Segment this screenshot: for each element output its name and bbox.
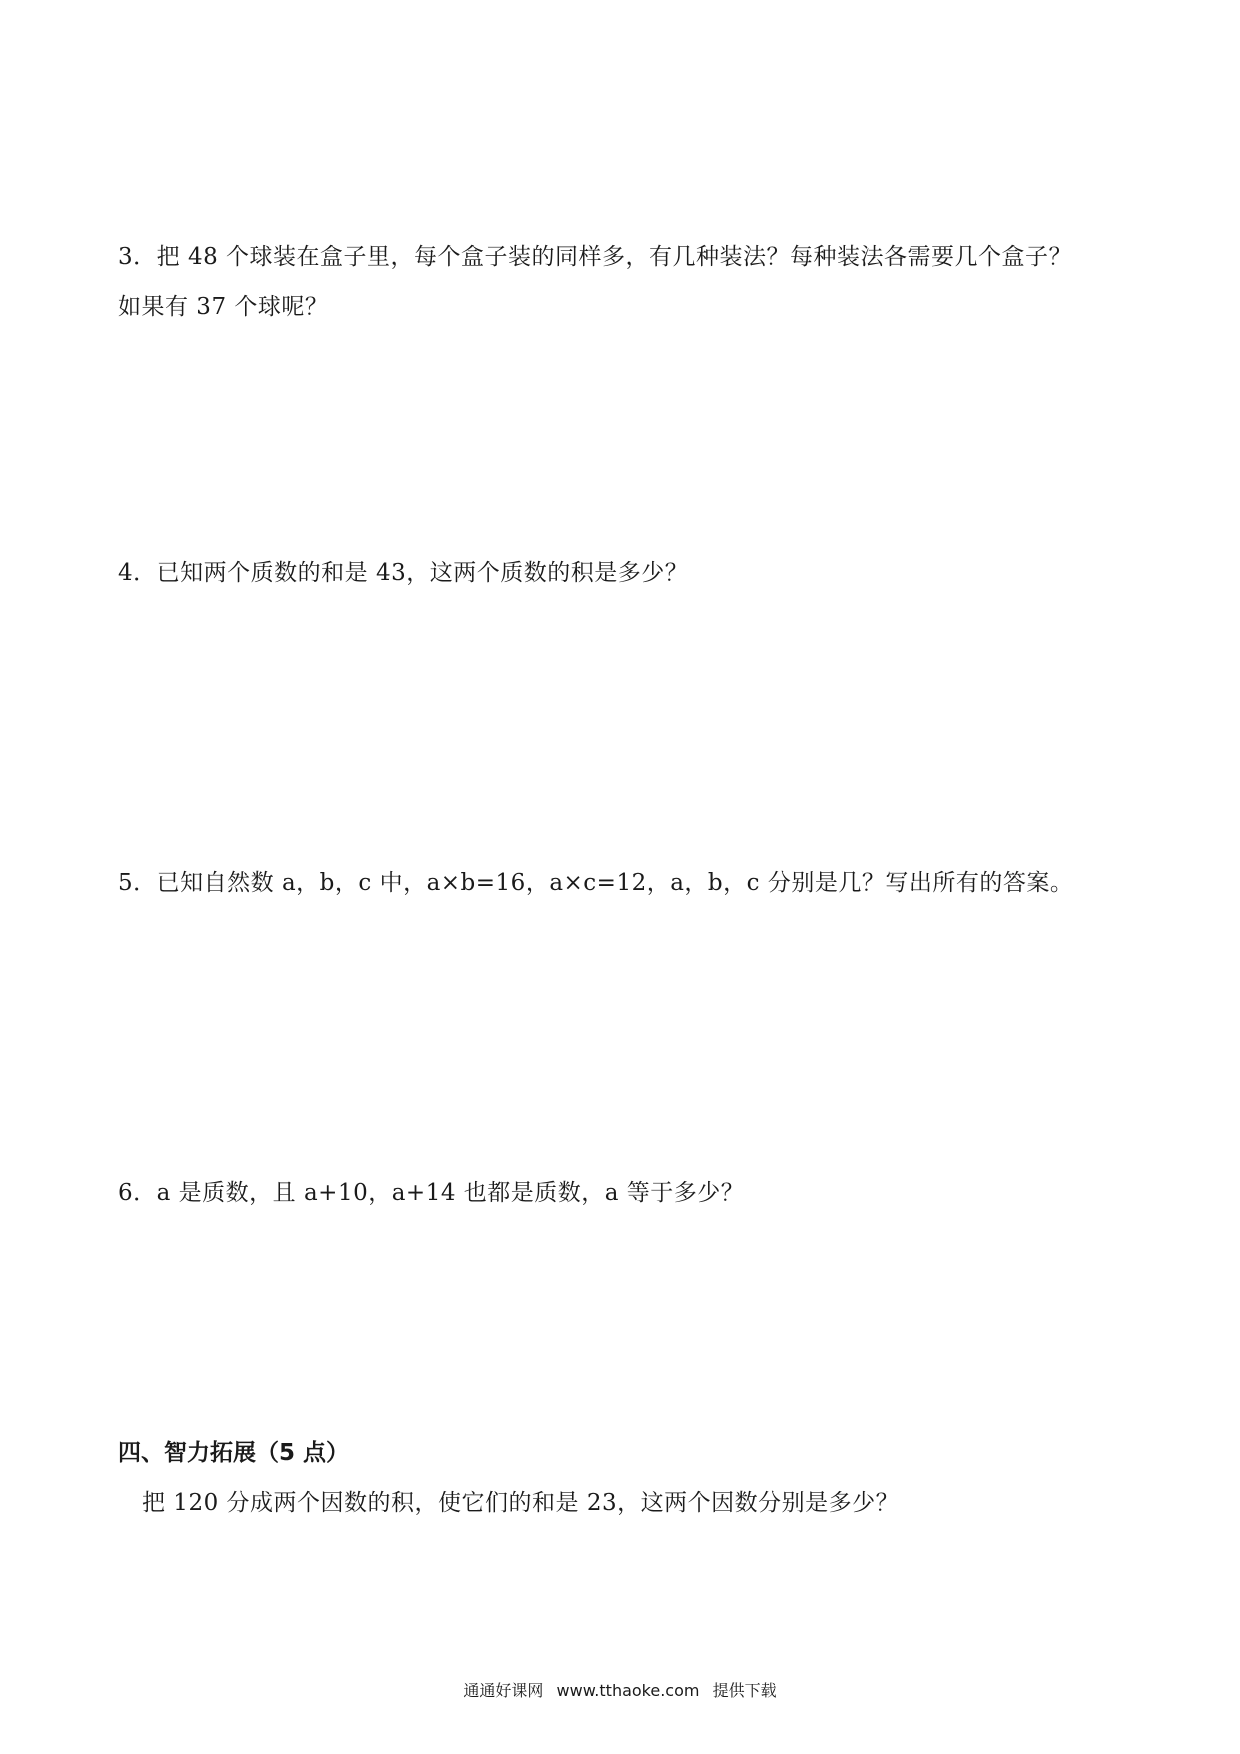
question-5: 5．已知自然数 a，b，c 中，a×b=16，a×c=12，a，b，c 分别是几？写出所有的答案。 bbox=[118, 870, 1074, 896]
footer-url: www.tthaoke.com bbox=[556, 1681, 700, 1700]
section-4-question: 把 120 分成两个因数的积，使它们的和是 23，这两个因数分别是多少？ bbox=[142, 1490, 900, 1516]
footer-site-name: 通通好课网 bbox=[463, 1681, 544, 1700]
question-3-line-1: 3．把 48 个球装在盒子里，每个盒子装的同样多，有几种装法？每种装法各需要几个盒子？ bbox=[118, 244, 1073, 270]
question-6: 6．a 是质数，且 a+10，a+14 也都是质数，a 等于多少？ bbox=[118, 1180, 745, 1206]
footer-suffix: 提供下载 bbox=[712, 1681, 777, 1700]
question-3-line-2: 如果有 37 个球呢？ bbox=[118, 294, 329, 320]
page-footer bbox=[0, 1680, 1240, 1702]
question-4: 4．已知两个质数的和是 43，这两个质数的积是多少？ bbox=[118, 560, 689, 586]
section-4-heading: 四、智力拓展（5 点） bbox=[118, 1440, 350, 1466]
